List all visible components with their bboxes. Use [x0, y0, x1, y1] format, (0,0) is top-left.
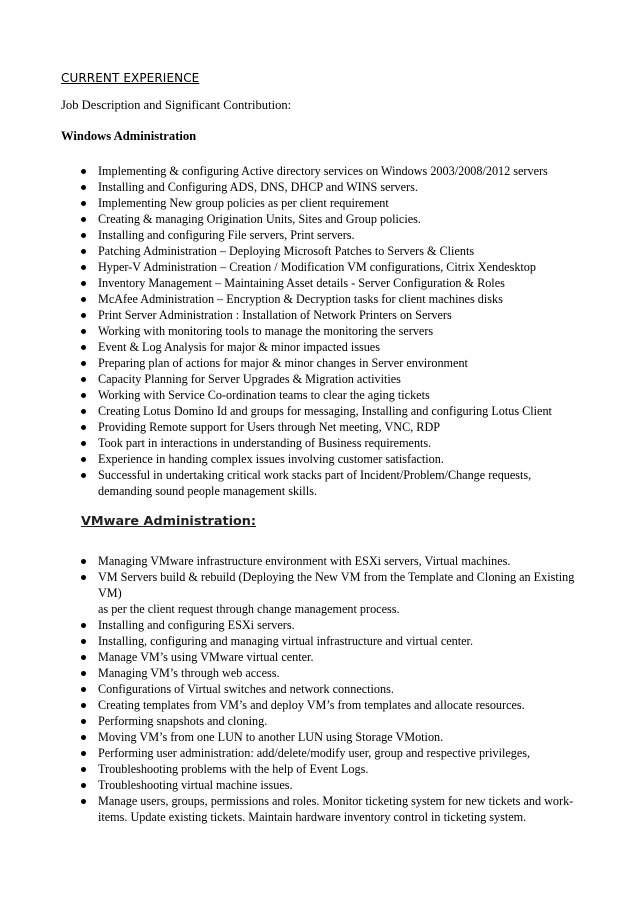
list-item-line: demanding sound people management skills.: [98, 484, 317, 498]
vmware-administration-list: [79, 553, 579, 825]
list-item: Manage VM’s using VMware virtual center.: [79, 649, 579, 665]
list-item-multiline: [79, 569, 579, 617]
list-item-line: items. Update existing tickets. Maintain hardware inventory control in ticketing system.: [98, 810, 527, 824]
list-item: Performing user administration: add/delete/modify user, group and respective privileges,: [79, 745, 579, 761]
list-item-multiline: [79, 467, 579, 499]
list-item: Patching Administration – Deploying Microsoft Patches to Servers & Clients: [79, 243, 579, 259]
list-item: Installing and configuring ESXi servers.: [79, 617, 579, 633]
list-item: Hyper-V Administration – Creation / Modification VM configurations, Citrix Xendesktop: [79, 259, 579, 275]
list-item: Working with monitoring tools to manage the monitoring the servers: [79, 323, 579, 339]
list-item-line: Successful in undertaking critical work stacks part of Incident/Problem/Change requests,: [98, 468, 532, 482]
list-item: Took part in interactions in understanding of Business requirements.: [79, 435, 579, 451]
list-item: Performing snapshots and cloning.: [79, 713, 579, 729]
list-item: Installing, configuring and managing virtual infrastructure and virtual center.: [79, 633, 579, 649]
list-item: Capacity Planning for Server Upgrades & Migration activities: [79, 371, 579, 387]
list-item: Creating templates from VM’s and deploy VM’s from templates and allocate resources.: [79, 697, 579, 713]
list-item: Creating Lotus Domino Id and groups for messaging, Installing and configuring Lotus Client: [79, 403, 579, 419]
vmware-administration-heading: VMware Administration:: [81, 514, 257, 529]
list-item: Providing Remote support for Users through Net meeting, VNC, RDP: [79, 419, 579, 435]
list-item: Configurations of Virtual switches and network connections.: [79, 681, 579, 697]
list-item: Working with Service Co-ordination teams to clear the aging tickets: [79, 387, 579, 403]
list-item: Installing and Configuring ADS, DNS, DHCP and WINS servers.: [79, 179, 579, 195]
list-item-multiline: [79, 793, 579, 825]
list-item: Event & Log Analysis for major & minor impacted issues: [79, 339, 579, 355]
list-item: Experience in handing complex issues involving customer satisfaction.: [79, 451, 579, 467]
list-item: Print Server Administration : Installation of Network Printers on Servers: [79, 307, 579, 323]
windows-administration-list: [79, 163, 579, 499]
list-item: Troubleshooting problems with the help of Event Logs.: [79, 761, 579, 777]
current-experience-heading: CURRENT EXPERIENCE: [61, 71, 200, 85]
list-item: Implementing & configuring Active directory services on Windows 2003/2008/2012 servers: [79, 163, 579, 179]
list-item-line: VM Servers build & rebuild (Deploying the New VM from the Template and Cloning an Existing VM): [98, 570, 575, 600]
list-item: Installing and configuring File servers, Print servers.: [79, 227, 579, 243]
job-description-label: Job Description and Significant Contribution:: [61, 98, 292, 112]
list-item-line: Manage users, groups, permissions and roles. Monitor ticketing system for new tickets and work-: [98, 794, 574, 808]
windows-administration-heading: Windows Administration: [61, 129, 197, 143]
list-item-line: as per the client request through change management process.: [98, 602, 400, 616]
list-item: Managing VMware infrastructure environment with ESXi servers, Virtual machines.: [79, 553, 579, 569]
list-item: McAfee Administration – Encryption & Decryption tasks for client machines disks: [79, 291, 579, 307]
list-item: Preparing plan of actions for major & minor changes in Server environment: [79, 355, 579, 371]
list-item: Inventory Management – Maintaining Asset details - Server Configuration & Roles: [79, 275, 579, 291]
list-item: Creating & managing Origination Units, Sites and Group policies.: [79, 211, 579, 227]
list-item: Managing VM’s through web access.: [79, 665, 579, 681]
list-item: Moving VM’s from one LUN to another LUN using Storage VMotion.: [79, 729, 579, 745]
list-item: Implementing New group policies as per client requirement: [79, 195, 579, 211]
list-item: Troubleshooting virtual machine issues.: [79, 777, 579, 793]
